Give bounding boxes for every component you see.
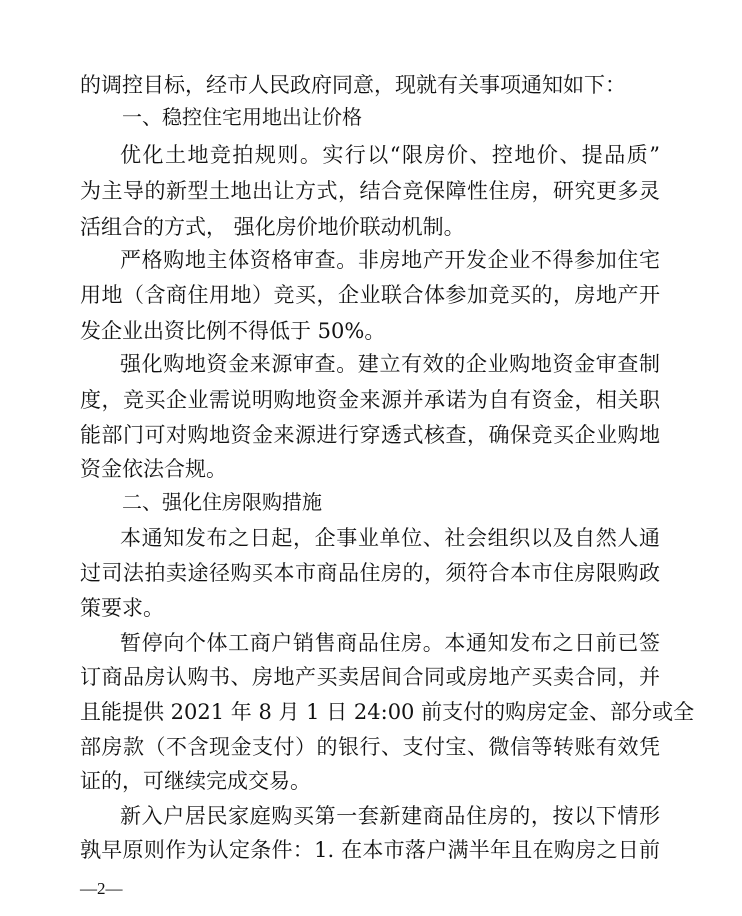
body-text-line: 过司法拍卖途径购买本市商品住房的，须符合本市住房限购政 xyxy=(80,561,660,585)
body-text-line: 订商品房认购书、房地产买卖居间合同或房地产买卖合同，并 xyxy=(80,665,660,689)
body-text-line: 严格购地主体资格审查。非房地产开发企业不得参加住宅 xyxy=(120,248,660,272)
body-text-line: 为主导的新型土地出让方式，结合竞保障性住房，研究更多灵 xyxy=(80,179,660,203)
body-text-line: 强化购地资金来源审查。建立有效的企业购地资金审查制 xyxy=(120,352,660,376)
body-text-line: 策要求。 xyxy=(80,596,164,620)
page-number: —2— xyxy=(80,879,123,898)
body-text-line: 度，竞买企业需说明购地资金来源并承诺为自有资金，相关职 xyxy=(80,388,660,412)
body-text-line: 证的，可继续完成交易。 xyxy=(80,769,311,793)
body-text-line: 的调控目标，经市人民政府同意，现就有关事项通知如下： xyxy=(80,73,626,97)
body-text-line: 用地（含商住用地）竞买，企业联合体参加竞买的，房地产开 xyxy=(80,283,660,307)
body-text-line: 发企业出资比例不得低于 50%。 xyxy=(80,319,386,343)
body-text-line: 活组合的方式， 强化房价地价联动机制。 xyxy=(80,215,465,239)
body-text-line: 新入户居民家庭购买第一套新建商品住房的，按以下情形 xyxy=(120,804,660,828)
body-text-line: 且能提供 2021 年 8 月 1 日 24:00 前支付的购房定金、部分或全 xyxy=(80,700,695,724)
body-text-line: 资金依法合规。 xyxy=(80,457,227,481)
body-text-line: 部房款（不含现金支付）的银行、支付宝、微信等转账有效凭 xyxy=(80,735,660,759)
body-text-line: 本通知发布之日起，企事业单位、社会组织以及自然人通 xyxy=(120,526,660,550)
body-text-line: 优化土地竞拍规则。实行以“限房价、控地价、提品质” xyxy=(120,143,660,167)
body-text-line: 孰早原则作为认定条件：1. 在本市落户满半年且在购房之日前 xyxy=(80,838,660,862)
section-heading-1: 一、稳控住宅用地出让价格 xyxy=(122,105,362,129)
section-heading-2: 二、强化住房限购措施 xyxy=(122,490,322,514)
body-text-line: 能部门可对购地资金来源进行穿透式核查，确保竞买企业购地 xyxy=(80,423,660,447)
body-text-line: 暂停向个体工商户销售商品住房。本通知发布之日前已签 xyxy=(120,631,660,655)
